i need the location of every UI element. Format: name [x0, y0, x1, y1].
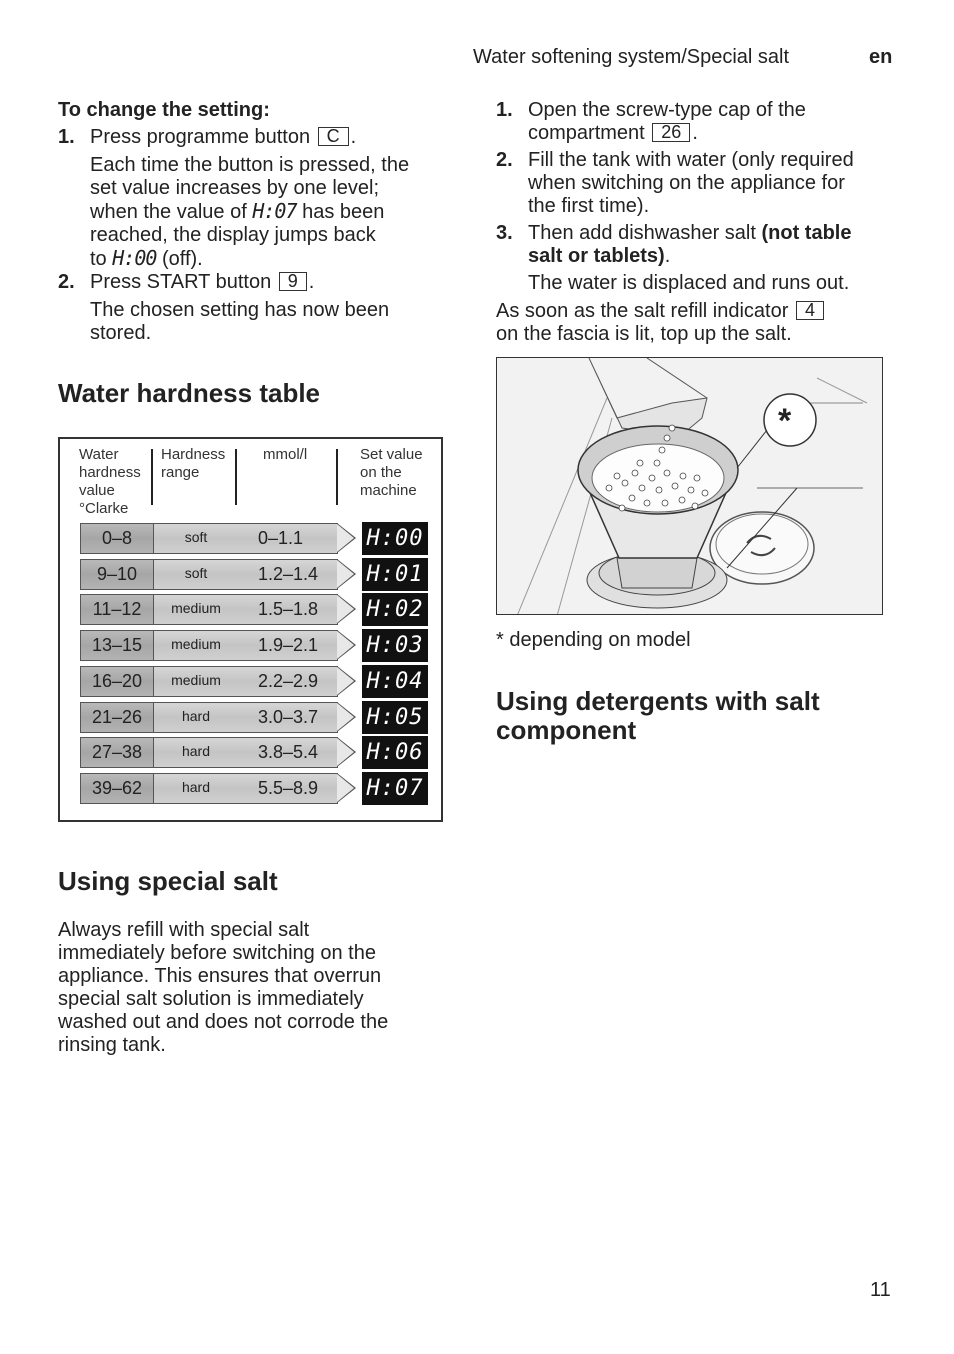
body-line: special salt solution is immediately — [58, 988, 364, 1010]
detail-text: when the value of — [90, 201, 247, 223]
mmol-value: 1.2–1.4 — [258, 564, 319, 584]
step-line — [528, 245, 908, 268]
para-text: As soon as the salt refill indicator — [496, 300, 789, 322]
step-line — [528, 122, 908, 145]
step-line: Fill the tank with water (only required — [528, 149, 854, 171]
set-value-display: H:03 — [362, 629, 428, 662]
body-line: Always refill with special salt — [58, 919, 310, 941]
hardness-range: hard — [181, 743, 211, 759]
table-row — [80, 630, 356, 661]
set-value-display: H:05 — [362, 701, 428, 734]
step-line: Open the screw-type cap of the — [528, 99, 806, 121]
body-line: appliance. This ensures that overrun — [58, 965, 382, 987]
clarke-value: 21–26 — [80, 702, 154, 733]
clarke-value: 9–10 — [80, 559, 154, 590]
clarke-value: 0–8 — [80, 523, 154, 554]
mmol-value: 5.5–8.9 — [258, 778, 319, 798]
step-period: . — [692, 122, 698, 144]
detail-line: reached, the display jumps back — [90, 224, 376, 246]
hardness-range: medium — [171, 600, 221, 616]
detergents-heading — [496, 687, 820, 745]
detail-line: Each time the button is pressed, the — [90, 154, 410, 176]
running-header-title: Water softening system/Special salt — [473, 46, 790, 68]
hardness-range: soft — [184, 529, 208, 545]
step-number: 1. — [496, 99, 513, 121]
set-value-display: H:06 — [362, 736, 428, 769]
step1-detail — [90, 154, 460, 271]
figure-footnote: * depending on model — [496, 629, 691, 651]
step-line: when switching on the appliance for — [528, 172, 845, 194]
para-line: on the fascia is lit, top up the salt. — [496, 323, 792, 345]
row-arrow-fill — [337, 738, 354, 766]
step-period: . — [664, 245, 671, 267]
header-line: hardness — [79, 464, 141, 481]
header-line: machine — [360, 482, 417, 499]
row-arrow-fill — [337, 595, 354, 623]
special-salt-heading: Using special salt — [58, 866, 278, 896]
right-step2 — [528, 149, 908, 218]
clarke-value: 16–20 — [80, 666, 154, 697]
step2-label: Press START button — [90, 271, 272, 293]
hardness-range: hard — [181, 708, 211, 724]
start-button-key: 9 — [279, 272, 307, 291]
column-header-clarke — [79, 446, 141, 518]
header-line: value — [79, 482, 115, 499]
salt-indicator-key: 4 — [796, 301, 824, 320]
column-header-range — [161, 446, 225, 482]
step2-period: . — [308, 271, 315, 293]
header-line: on the — [360, 464, 402, 481]
set-value-display: H:01 — [362, 558, 428, 591]
display-code: H:00 — [112, 246, 157, 270]
table-row — [80, 523, 356, 554]
step2-detail — [90, 299, 389, 345]
set-value-display: H:02 — [362, 593, 428, 626]
step1-text — [90, 126, 356, 149]
para-line — [496, 300, 896, 323]
table-row — [80, 594, 356, 625]
header-line: Water — [79, 446, 119, 463]
detail-line: set value increases by one level; — [90, 177, 380, 199]
row-arrow-fill — [337, 560, 354, 588]
mmol-value: 0–1.1 — [258, 528, 304, 548]
header-line: Set value — [360, 446, 423, 463]
step-emphasis: (not table — [761, 222, 852, 244]
heading-line: Using detergents with salt — [496, 686, 820, 716]
header-line: range — [161, 464, 200, 481]
step-number: 1. — [58, 126, 75, 148]
step-text: compartment — [528, 122, 645, 144]
step-detail: The water is displaced and runs out. — [528, 272, 850, 294]
set-value-display: H:04 — [362, 665, 428, 698]
body-line: immediately before switching on the — [58, 942, 376, 964]
clarke-value: 11–12 — [80, 594, 154, 625]
page-number: 11 — [870, 1279, 891, 1301]
funnel-drawing — [497, 358, 883, 615]
change-setting-heading: To change the setting: — [58, 99, 270, 121]
step1-label: Press programme button — [90, 126, 311, 148]
table-row — [80, 773, 356, 804]
row-arrow-fill — [337, 524, 354, 552]
step2-text — [90, 271, 314, 294]
body-line: rinsing tank. — [58, 1034, 166, 1056]
right-step3 — [528, 222, 908, 295]
step-text: Then add dishwasher salt — [528, 222, 756, 244]
step-line — [528, 222, 908, 245]
row-arrow-fill — [337, 667, 354, 695]
detail-text: to — [90, 248, 107, 270]
step-emphasis: salt or tablets) — [528, 245, 665, 267]
detail-line — [90, 247, 460, 271]
table-row — [80, 702, 356, 733]
mmol-value: 1.5–1.8 — [258, 599, 319, 619]
clarke-value: 13–15 — [80, 630, 154, 661]
hardness-range: medium — [171, 672, 221, 688]
column-header-mmol: mmol/l — [263, 446, 308, 463]
step-number: 3. — [496, 222, 513, 244]
asterisk-callout: * — [778, 402, 792, 440]
set-value-display: H:00 — [362, 522, 428, 555]
special-salt-body — [58, 919, 458, 1057]
hardness-range: hard — [181, 779, 211, 795]
programme-button-key: C — [318, 127, 349, 146]
column-divider — [151, 449, 153, 505]
detail-text: has been — [302, 201, 385, 223]
set-value-display: H:07 — [362, 772, 428, 805]
mmol-value: 2.2–2.9 — [258, 671, 319, 691]
detail-line: The chosen setting has now been — [90, 299, 390, 321]
row-arrow-fill — [337, 774, 354, 802]
row-arrow-fill — [337, 631, 354, 659]
step1-period: . — [350, 126, 357, 148]
water-hardness-heading: Water hardness table — [58, 378, 321, 408]
column-divider — [336, 449, 338, 505]
right-step1 — [528, 99, 908, 145]
detail-line — [90, 200, 460, 224]
display-code: H:07 — [252, 199, 297, 223]
clarke-value: 39–62 — [80, 773, 154, 804]
column-divider — [235, 449, 237, 505]
step-line: the first time). — [528, 195, 650, 217]
salt-funnel-illustration — [496, 357, 883, 615]
mmol-value: 3.8–5.4 — [258, 742, 319, 762]
compartment-key: 26 — [652, 123, 690, 142]
row-arrow-fill — [337, 703, 354, 731]
body-line: washed out and does not corrode the — [58, 1011, 389, 1033]
table-row — [80, 666, 356, 697]
mmol-value: 1.9–2.1 — [258, 635, 319, 655]
table-row — [80, 737, 356, 768]
language-code: en — [869, 46, 893, 68]
water-hardness-table — [58, 437, 443, 822]
heading-line: component — [496, 715, 637, 745]
indicator-paragraph — [496, 300, 896, 346]
hardness-range: soft — [184, 565, 208, 581]
hardness-range: medium — [171, 636, 221, 652]
column-header-set-value — [360, 446, 423, 500]
header-line: Hardness — [161, 446, 226, 463]
step-number: 2. — [496, 149, 513, 171]
detail-text: (off). — [161, 248, 203, 270]
table-row — [80, 559, 356, 590]
header-line: °Clarke — [79, 500, 129, 517]
step-number: 2. — [58, 271, 75, 293]
mmol-value: 3.0–3.7 — [258, 707, 319, 727]
detail-line: stored. — [90, 322, 152, 344]
clarke-value: 27–38 — [80, 737, 154, 768]
